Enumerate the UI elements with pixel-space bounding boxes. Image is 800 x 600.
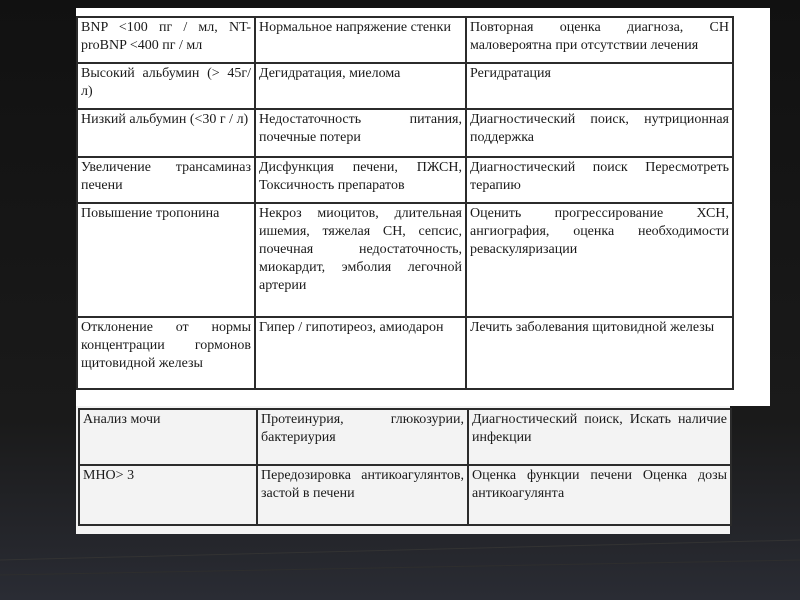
cause-cell: Гипер / гипотиреоз, амиодарон [255, 317, 466, 389]
action-cell: Диагностический поиск, нутриционная поддержка [466, 109, 733, 157]
action-cell: Регидратация [466, 63, 733, 109]
finding-cell: BNP <100 пг / мл, NT-proBNP <400 пг / мл [77, 17, 255, 63]
action-cell: Повторная оценка диагноза, СН маловероятна при отсутствии лечения [466, 17, 733, 63]
lab-findings-table [76, 16, 734, 390]
finding-cell: Высокий альбумин (> 45г/ л) [77, 63, 255, 109]
cause-cell: Нормальное напряжение стенки [255, 17, 466, 63]
cause-cell: Дисфункция печени, ПЖСН, Токсичность препаратов [255, 157, 466, 203]
action-cell: Лечить заболевания щитовидной железы [466, 317, 733, 389]
action-cell: Диагностический поиск, Искать наличие инфекции [468, 409, 731, 465]
action-cell: Оценка функции печени Оценка дозы антикоагулянта [468, 465, 731, 525]
table-row [77, 203, 733, 317]
finding-cell: МНО> 3 [79, 465, 257, 525]
table-sheet-bottom [76, 406, 730, 534]
finding-cell: Повышение тропонина [77, 203, 255, 317]
table-sheet-top [76, 8, 770, 406]
table-row [79, 465, 731, 525]
table-row [77, 17, 733, 63]
finding-cell: Отклонение от нормы концентрации гормонов щитовидной железы [77, 317, 255, 389]
action-cell: Диагностический поиск Пересмотреть терапию [466, 157, 733, 203]
cause-cell: Протеинурия, глюкозурии, бактериурия [257, 409, 468, 465]
cause-cell: Передозировка антикоагулянтов, застой в печени [257, 465, 468, 525]
finding-cell: Увеличение трансаминаз печени [77, 157, 255, 203]
finding-cell: Анализ мочи [79, 409, 257, 465]
cause-cell: Некроз миоцитов, длительная ишемия, тяжелая СН, сепсис, почечная недостаточность, миокардит, эмболия легочной артерии [255, 203, 466, 317]
cause-cell: Недостаточность питания, почечные потери [255, 109, 466, 157]
lab-findings-table-continued [78, 408, 732, 526]
table-row [77, 157, 733, 203]
table-row [77, 317, 733, 389]
table-row [77, 63, 733, 109]
cause-cell: Дегидратация, миелома [255, 63, 466, 109]
table-row [77, 109, 733, 157]
finding-cell: Низкий альбумин (<30 г / л) [77, 109, 255, 157]
table-row [79, 409, 731, 465]
action-cell: Оценить прогрессирование ХСН, ангиография, оценка необходимости реваскуляризации [466, 203, 733, 317]
